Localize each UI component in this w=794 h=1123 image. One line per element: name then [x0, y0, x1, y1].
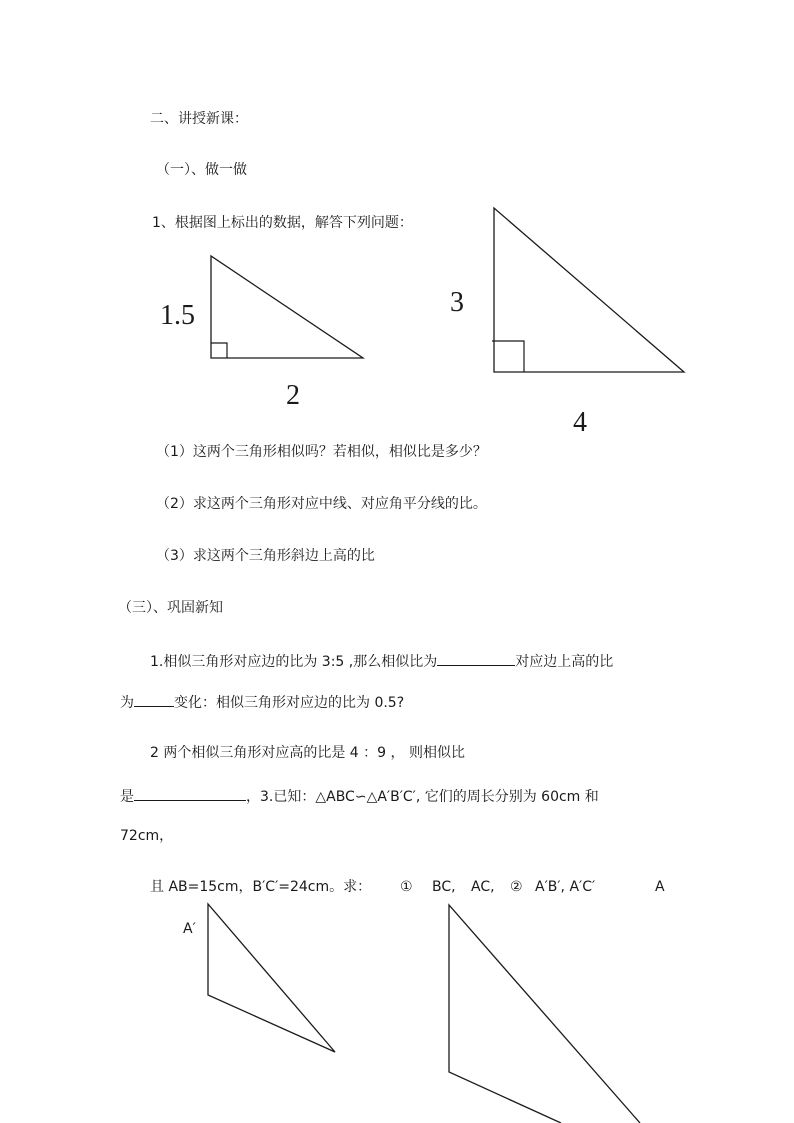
- practice2-text-b: 是: [120, 789, 134, 805]
- practice3-rest: A′B′, A′C′: [535, 879, 596, 895]
- practice1-text-b: 对应边上高的比: [515, 654, 614, 670]
- triangle-abc: [449, 905, 640, 1123]
- question1-sub1: （1）这两个三角形相似吗？若相似，相似比是多少？: [156, 444, 487, 460]
- practice3-marker-2: ②: [510, 879, 523, 895]
- practice3-bc: BC,: [432, 879, 456, 895]
- practice1-text-d: 变化：相似三角形对应边的比为 0.5?: [174, 695, 405, 711]
- large-base-label: 4: [573, 407, 587, 438]
- large-leg-label: 3: [450, 287, 464, 318]
- practice3-marker-1: ①: [400, 879, 413, 895]
- part1-title: （一）、做一做: [156, 162, 247, 178]
- practice1-text-c: 为: [120, 695, 134, 711]
- practice2-text-c: ，3.已知：△ABC∽△A′B′C′, 它们的周长分别为 60cm 和: [246, 789, 599, 805]
- practice3-ac: AC,: [471, 879, 495, 895]
- practice1-text-a: 1.相似三角形对应边的比为 3:5 ,那么相似比为: [150, 654, 438, 670]
- vertex-label-a-prime: A′: [183, 921, 196, 937]
- vertex-label-a: A: [655, 879, 665, 895]
- question1-sub3: （3）求这两个三角形斜边上高的比: [156, 548, 375, 564]
- small-base-label: 2: [286, 380, 300, 411]
- question1-sub2: （2）求这两个三角形对应中线、对应角平分线的比。: [156, 496, 487, 512]
- practice2-line3: 72cm，: [120, 828, 174, 844]
- question1-intro: 1、根据图上标出的数据，解答下列问题：: [152, 215, 413, 231]
- triangle-a-prime-b-prime-c-prime: [208, 904, 335, 1052]
- practice2-line1: 2 两个相似三角形对应高的比是 4 ：9 ， 则相似比: [150, 745, 465, 761]
- part3-title: （三）、巩固新知: [118, 600, 223, 616]
- section-title: 二、讲授新课：: [150, 111, 248, 127]
- practice3-given: 且 AB=15cm，B′C′=24cm。求：: [150, 879, 372, 895]
- small-leg-label: 1.5: [160, 300, 195, 331]
